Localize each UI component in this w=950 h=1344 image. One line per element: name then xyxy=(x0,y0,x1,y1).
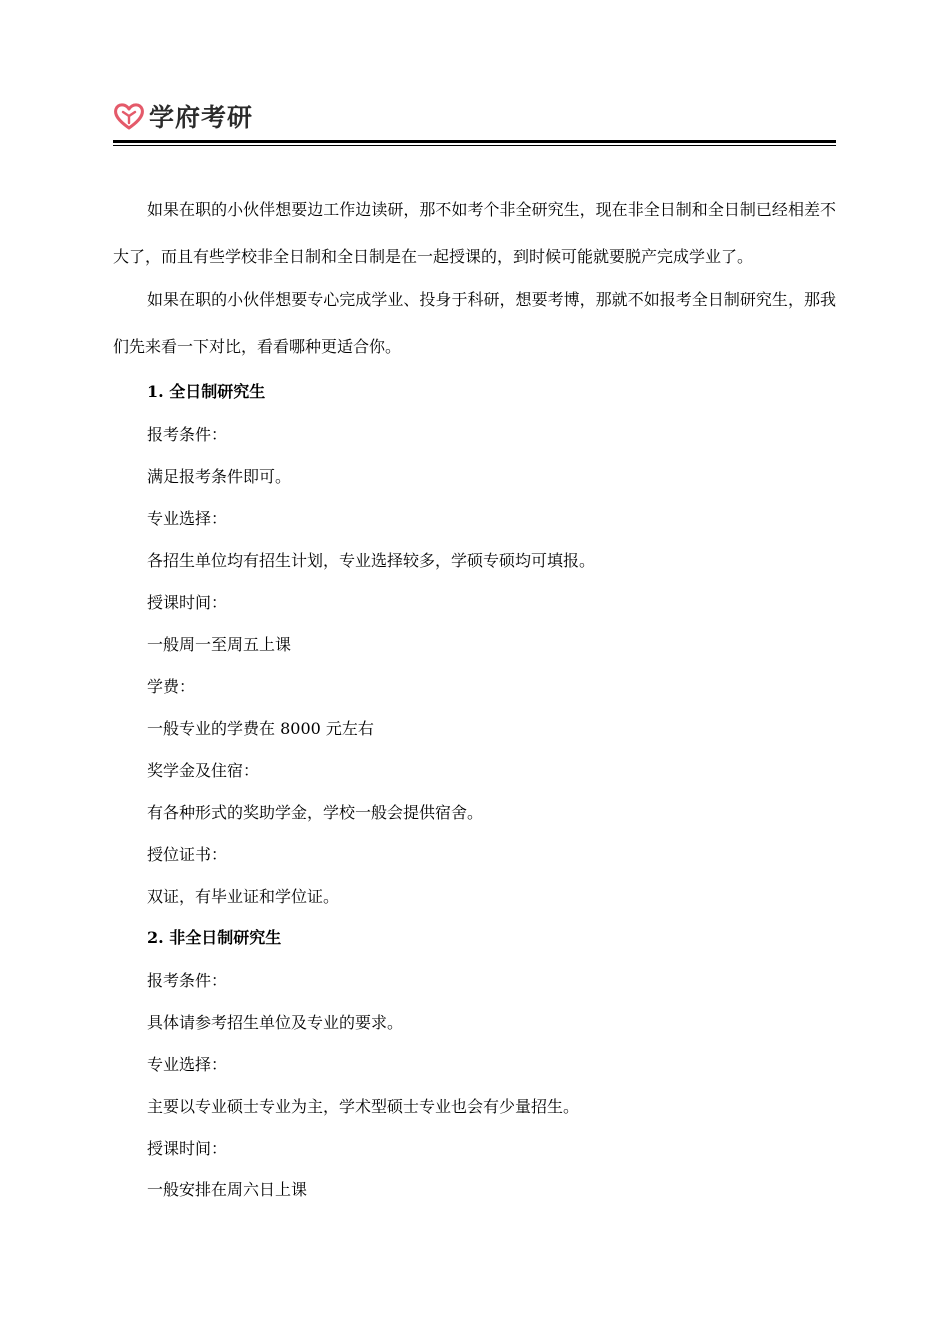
intro-block xyxy=(113,186,836,370)
section-1-value-scholarship: 有各种形式的奖助学金，学校一般会提供宿舍。 xyxy=(147,803,484,822)
section-2-label-major: 专业选择： xyxy=(147,1055,228,1074)
section-2-label-requirements: 报考条件： xyxy=(147,971,228,990)
section-2-heading: 2. 非全日制研究生 xyxy=(147,928,282,947)
section-1-value-certificate: 双证，有毕业证和学位证。 xyxy=(147,887,340,906)
section-1-value-major: 各招生单位均有招生计划，专业选择较多，学硕专硕均可填报。 xyxy=(147,551,596,570)
header-divider-thin xyxy=(113,145,836,146)
heart-book-icon xyxy=(113,102,145,130)
section-1-value-schedule: 一般周一至周五上课 xyxy=(147,635,292,654)
section-1-label-requirements: 报考条件： xyxy=(147,425,228,444)
header-logo xyxy=(113,98,253,134)
section-1-label-certificate: 授位证书： xyxy=(147,845,228,864)
intro-paragraph-1: 如果在职的小伙伴想要边工作边读研，那不如考个非全研究生，现在非全日制和全日制已经相差不大了，而且有些学校非全日制和全日制是在一起授课的，到时候可能就要脱产完成学业了。 xyxy=(113,200,836,266)
section-1-value-requirements: 满足报考条件即可。 xyxy=(147,467,292,486)
logo-text: 学府考研 xyxy=(149,103,254,132)
section-2-value-schedule: 一般安排在周六日上课 xyxy=(147,1180,308,1199)
section-1-label-schedule: 授课时间： xyxy=(147,593,228,612)
intro-paragraph-2: 如果在职的小伙伴想要专心完成学业、投身于科研，想要考博，那就不如报考全日制研究生，那我们先来看一下对比，看看哪种更适合你。 xyxy=(113,290,836,356)
section-1-label-scholarship: 奖学金及住宿： xyxy=(147,761,260,780)
section-1-heading: 1. 全日制研究生 xyxy=(147,382,266,401)
header-divider-thick xyxy=(113,140,836,143)
section-2-label-schedule: 授课时间： xyxy=(147,1139,228,1158)
section-2-value-major: 主要以专业硕士专业为主，学术型硕士专业也会有少量招生。 xyxy=(147,1097,580,1116)
section-1-label-tuition: 学费： xyxy=(147,677,196,696)
section-1-label-major: 专业选择： xyxy=(147,509,228,528)
section-2-value-requirements: 具体请参考招生单位及专业的要求。 xyxy=(147,1013,404,1032)
section-1-value-tuition: 一般专业的学费在 8000 元左右 xyxy=(147,719,374,738)
